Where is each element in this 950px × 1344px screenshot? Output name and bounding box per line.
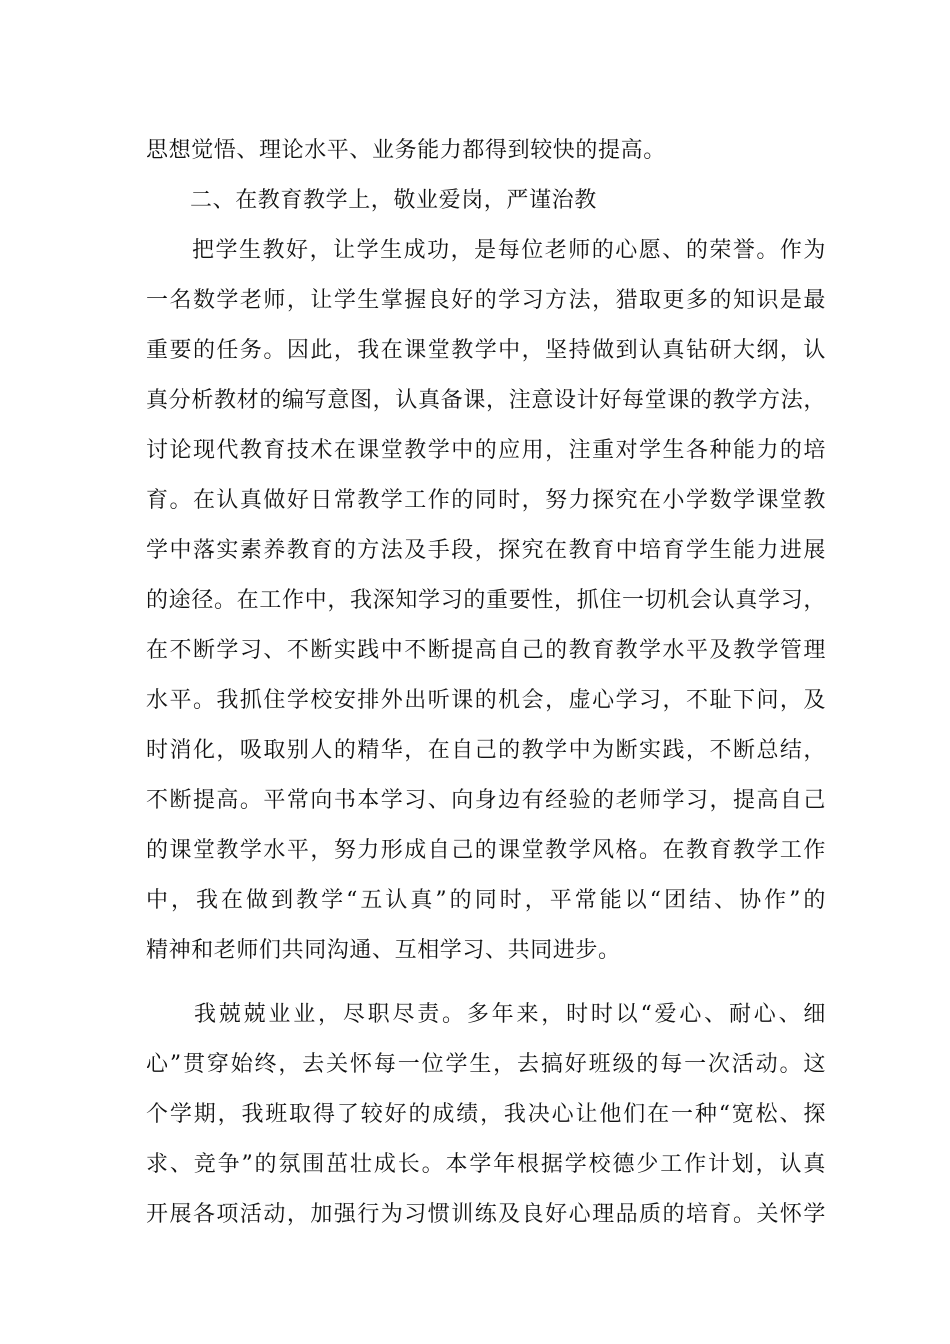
text-line-11: 在不断学习、不断实践中不断提高自己的教育教学水平及教学管理 <box>146 638 826 663</box>
section-heading: 二、在教育教学上，敬业爱岗，严谨治教 <box>190 188 597 213</box>
text-line-22: 开展各项活动，加强行为习惯训练及良好心理品质的培育。关怀学 <box>146 1202 826 1227</box>
text-line-8: 育。在认真做好日常教学工作的同时，努力探究在小学数学课堂教 <box>146 488 826 513</box>
text-line-7: 讨论现代教育技术在课堂教学中的应用，注重对学生各种能力的培 <box>146 438 826 463</box>
text-line-12: 水平。我抓住学校安排外出听课的机会，虚心学习，不耻下问，及 <box>146 688 826 713</box>
text-line-15: 的课堂教学水平，努力形成自己的课堂教学风格。在教育教学工作 <box>146 838 826 863</box>
text-line-21: 求、竞争”的氛围茁壮成长。本学年根据学校德少工作计划，认真 <box>146 1152 826 1177</box>
text-line-16: 中，我在做到教学“五认真”的同时，平常能以“团结、协作”的 <box>146 888 826 913</box>
text-line-9: 学中落实素养教育的方法及手段，探究在教育中培育学生能力进展 <box>146 538 826 563</box>
text-line-19: 心”贯穿始终，去关怀每一位学生，去搞好班级的每一次活动。这 <box>146 1052 826 1077</box>
text-line-3: 把学生教好，让学生成功，是每位老师的心愿、的荣誉。作为 <box>192 238 826 263</box>
text-line-5: 重要的任务。因此，我在课堂教学中，坚持做到认真钻研大纲，认 <box>146 338 826 363</box>
text-line-6: 真分析教材的编写意图，认真备课，注意设计好每堂课的教学方法， <box>146 388 826 413</box>
text-line-20: 个学期，我班取得了较好的成绩，我决心让他们在一种“宽松、探 <box>146 1102 826 1127</box>
text-line-17: 精神和老师们共同沟通、互相学习、共同进步。 <box>146 938 621 963</box>
text-line-10: 的途径。在工作中，我深知学习的重要性，抓住一切机会认真学习， <box>146 588 826 613</box>
text-line-1: 思想觉悟、理论水平、业务能力都得到较快的提高。 <box>146 138 666 163</box>
text-line-14: 不断提高。平常向书本学习、向身边有经验的老师学习，提高自己 <box>146 788 826 813</box>
text-line-13: 时消化，吸取别人的精华，在自己的教学中为断实践，不断总结， <box>146 738 826 763</box>
text-line-4: 一名数学老师，让学生掌握良好的学习方法，猎取更多的知识是最 <box>146 288 826 313</box>
text-line-18: 我兢兢业业，尽职尽责。多年来，时时以“爱心、耐心、细 <box>194 1002 826 1027</box>
